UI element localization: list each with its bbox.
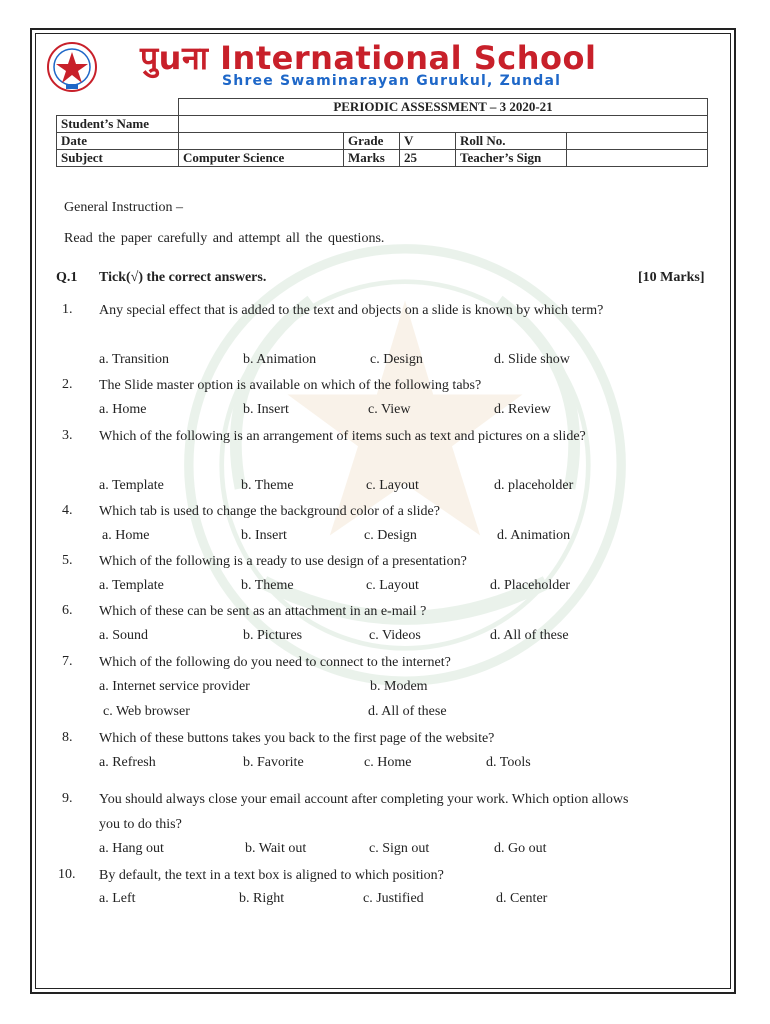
blank-cell xyxy=(57,99,179,116)
option[interactable]: d. Go out xyxy=(494,841,547,856)
grade-value: V xyxy=(400,133,456,150)
teacher-sign-label: Teacher’s Sign xyxy=(456,150,567,167)
school-subtitle: Shree Swaminarayan Gurukul, Zundal xyxy=(222,73,562,89)
option[interactable]: a. Refresh xyxy=(99,755,156,770)
option[interactable]: a. Transition xyxy=(99,352,170,367)
read-instruction: Read the paper carefully and attempt all the questions. xyxy=(64,231,385,246)
question-text: The Slide master option is available on which of the following tabs? xyxy=(99,378,482,393)
student-info-table xyxy=(56,98,708,167)
option[interactable]: b. Theme xyxy=(241,478,294,493)
option[interactable]: b. Theme xyxy=(241,578,294,593)
grade-label: Grade xyxy=(344,133,400,150)
option[interactable]: b. Right xyxy=(239,891,285,906)
option[interactable]: d. Slide show xyxy=(494,352,570,367)
section-number: Q.1 xyxy=(56,270,78,285)
marks-label: Marks xyxy=(344,150,400,167)
roll-label: Roll No. xyxy=(456,133,567,150)
option[interactable]: c. Web browser xyxy=(103,704,190,719)
question-text: Which of the following do you need to connect to the internet? xyxy=(99,655,451,670)
option[interactable]: c. Layout xyxy=(366,478,419,493)
question-text: Any special effect that is added to the text and objects on a slide is known by which term? xyxy=(99,303,604,318)
option[interactable]: b. Insert xyxy=(243,402,289,417)
option[interactable]: a. Internet service provider xyxy=(99,679,250,694)
option[interactable]: a. Home xyxy=(102,528,150,543)
question-number: 10. xyxy=(58,867,76,882)
option[interactable]: a. Hang out xyxy=(99,841,164,856)
school-logo-icon xyxy=(46,40,98,94)
question-number: 6. xyxy=(62,603,73,618)
question-text: Which of the following is a ready to use design of a presentation? xyxy=(99,554,467,569)
section-marks: [10 Marks] xyxy=(638,270,705,285)
question-number: 4. xyxy=(62,503,73,518)
question-number: 8. xyxy=(62,730,73,745)
option[interactable]: d. All of these xyxy=(490,628,569,643)
option[interactable]: d. Placeholder xyxy=(490,578,571,593)
section-title: Tick(√) the correct answers. xyxy=(99,270,267,285)
option[interactable]: b. Insert xyxy=(241,528,287,543)
question-text: By default, the text in a text box is aligned to which position? xyxy=(99,868,444,883)
student-name-field[interactable] xyxy=(179,116,708,133)
question-number: 2. xyxy=(62,377,73,392)
option[interactable]: b. Pictures xyxy=(243,628,303,643)
assessment-title: PERIODIC ASSESSMENT – 3 2020-21 xyxy=(179,99,708,116)
option[interactable]: c. Design xyxy=(364,528,417,543)
question-number: 9. xyxy=(62,791,73,806)
option[interactable]: a. Left xyxy=(99,891,136,906)
option[interactable]: b. Modem xyxy=(370,679,428,694)
option[interactable]: a. Template xyxy=(99,578,164,593)
teacher-sign-field[interactable] xyxy=(567,150,708,167)
school-name: पुuना International School xyxy=(140,39,597,77)
question-number: 3. xyxy=(62,428,73,443)
question-text: Which of these buttons takes you back to the first page of the website? xyxy=(99,731,495,746)
student-name-label: Student’s Name xyxy=(57,116,179,133)
question-number: 1. xyxy=(62,302,73,317)
question-number: 5. xyxy=(62,553,73,568)
option[interactable]: d. Review xyxy=(494,402,551,417)
subject-value: Computer Science xyxy=(179,150,344,167)
option[interactable]: a. Home xyxy=(99,402,147,417)
option[interactable]: c. Justified xyxy=(363,891,424,906)
option[interactable]: c. Sign out xyxy=(369,841,430,856)
question-text: You should always close your email account after completing your work. Which option allows you to do this? xyxy=(99,792,629,832)
question-number: 7. xyxy=(62,654,73,669)
option[interactable]: a. Template xyxy=(99,478,164,493)
option[interactable]: b. Favorite xyxy=(243,755,304,770)
subject-label: Subject xyxy=(57,150,179,167)
question-text: Which of the following is an arrangement of items such as text and pictures on a slide? xyxy=(99,429,586,444)
roll-field[interactable] xyxy=(567,133,708,150)
option[interactable]: c. Layout xyxy=(366,578,419,593)
option[interactable]: d. Animation xyxy=(497,528,571,543)
option[interactable]: d. placeholder xyxy=(494,478,574,493)
marks-value: 25 xyxy=(400,150,456,167)
option[interactable]: c. View xyxy=(368,402,411,417)
option[interactable]: d. Center xyxy=(496,891,548,906)
option[interactable]: c. Design xyxy=(370,352,423,367)
date-label: Date xyxy=(57,133,179,150)
option[interactable]: c. Videos xyxy=(369,628,421,643)
option[interactable]: a. Sound xyxy=(99,628,148,643)
option[interactable]: b. Wait out xyxy=(245,841,307,856)
general-instruction: General Instruction – xyxy=(64,200,183,215)
question-text: Which of these can be sent as an attachment in an e-mail ? xyxy=(99,604,427,619)
question-text: Which tab is used to change the background color of a slide? xyxy=(99,504,440,519)
option[interactable]: d. Tools xyxy=(486,755,531,770)
option[interactable]: b. Animation xyxy=(243,352,317,367)
option[interactable]: d. All of these xyxy=(368,704,447,719)
option[interactable]: c. Home xyxy=(364,755,412,770)
date-field[interactable] xyxy=(179,133,344,150)
